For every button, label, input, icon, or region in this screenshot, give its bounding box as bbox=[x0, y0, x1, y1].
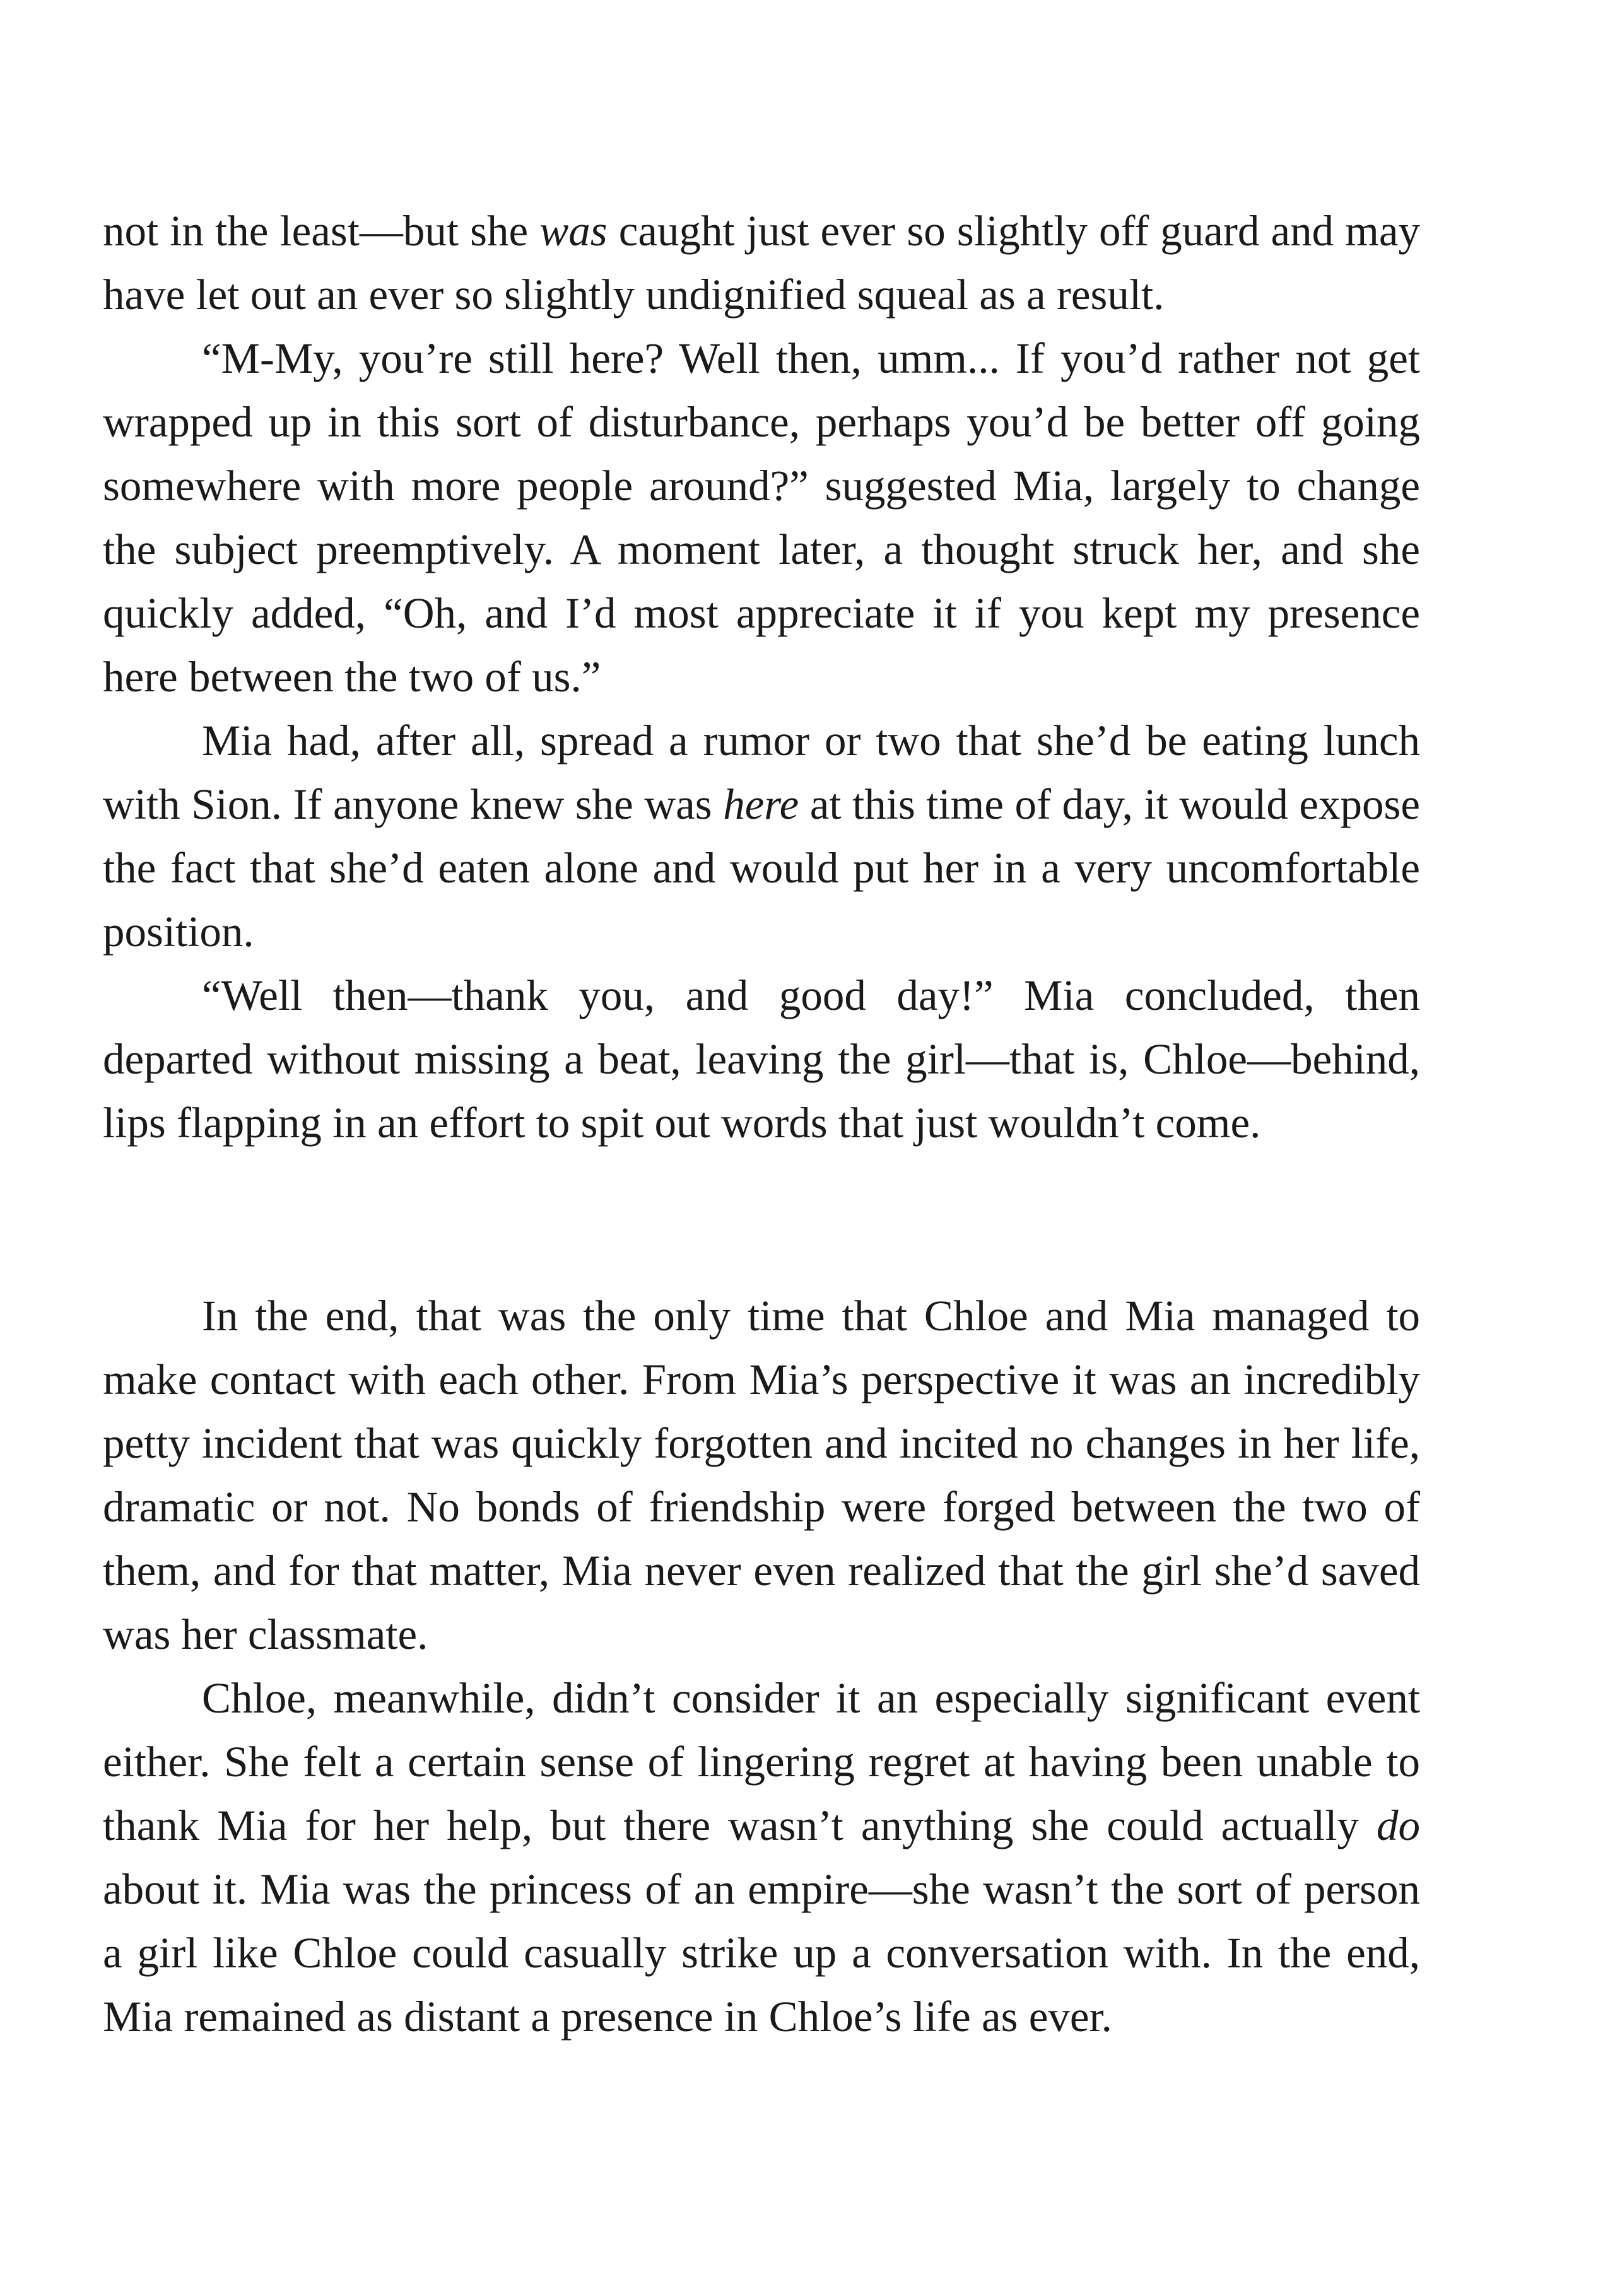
emphasis-text: here bbox=[723, 780, 799, 828]
paragraph-chloe-regret bbox=[103, 1666, 1420, 2049]
paragraph-mia-suggestion: “M-My, you’re still here? Well then, umm... If you’d rather not get wrapped up in this sort of disturbance, perhaps you’d be better off going somewhere with more people around?” suggested Mia, largely to change the subject preemptively. A moment later, a thought struck her, and she quickly added, “Oh, and I’d most appreciate it if you kept my presence here between the two of us.” bbox=[103, 334, 1420, 701]
emphasis-text: do bbox=[1377, 1801, 1420, 1849]
emphasis-text: was bbox=[539, 207, 608, 255]
text-run: not in the least—but she bbox=[103, 207, 540, 255]
text-run: caught just ever so slightly off guard and may have let out an ever so slightly undignified squeal as a result. bbox=[103, 207, 1421, 319]
text-run: Mia had, after all, spread a rumor or two that she’d be eating lunch with Sion. If anyone knew she was bbox=[103, 717, 1420, 828]
paragraph-departure: “Well then—thank you, and good day!” Mia concluded, then departed without missing a beat, leaving the girl—that is, Chloe—behind, lips flapping in an effort to spit out words that just wouldn’t come. bbox=[103, 971, 1420, 1147]
paragraph-only-contact: In the end, that was the only time that Chloe and Mia managed to make contact with each other. From Mia’s perspective it was an incredibly petty incident that was quickly forgotten and incited no changes in her life, dramatic or not. No bonds of friendship were forged between the two of them, and for that matter, Mia never even realized that the girl she’d saved was her classmate. bbox=[103, 1292, 1420, 1658]
text-section-1 bbox=[103, 199, 1420, 1155]
text-run: about it. Mia was the princess of an empire—she wasn’t the sort of person a girl like Chloe could casually strike up a conversation with. In the end, Mia remained as distant a presence in Chloe’s life as ever. bbox=[103, 1865, 1420, 2041]
text-run: at this time of day, it would expose the fact that she’d eaten alone and would put her in a very uncomfortable position. bbox=[103, 780, 1420, 956]
paragraph-rumor bbox=[103, 709, 1420, 964]
text-section-2 bbox=[103, 1284, 1420, 2049]
text-run: Chloe, meanwhile, didn’t consider it an especially significant event either. She felt a certain sense of lingering regret at having been unable to thank Mia for her help, but there wasn’t anything she could actually bbox=[103, 1674, 1420, 1849]
paragraph-continuation bbox=[103, 199, 1420, 327]
